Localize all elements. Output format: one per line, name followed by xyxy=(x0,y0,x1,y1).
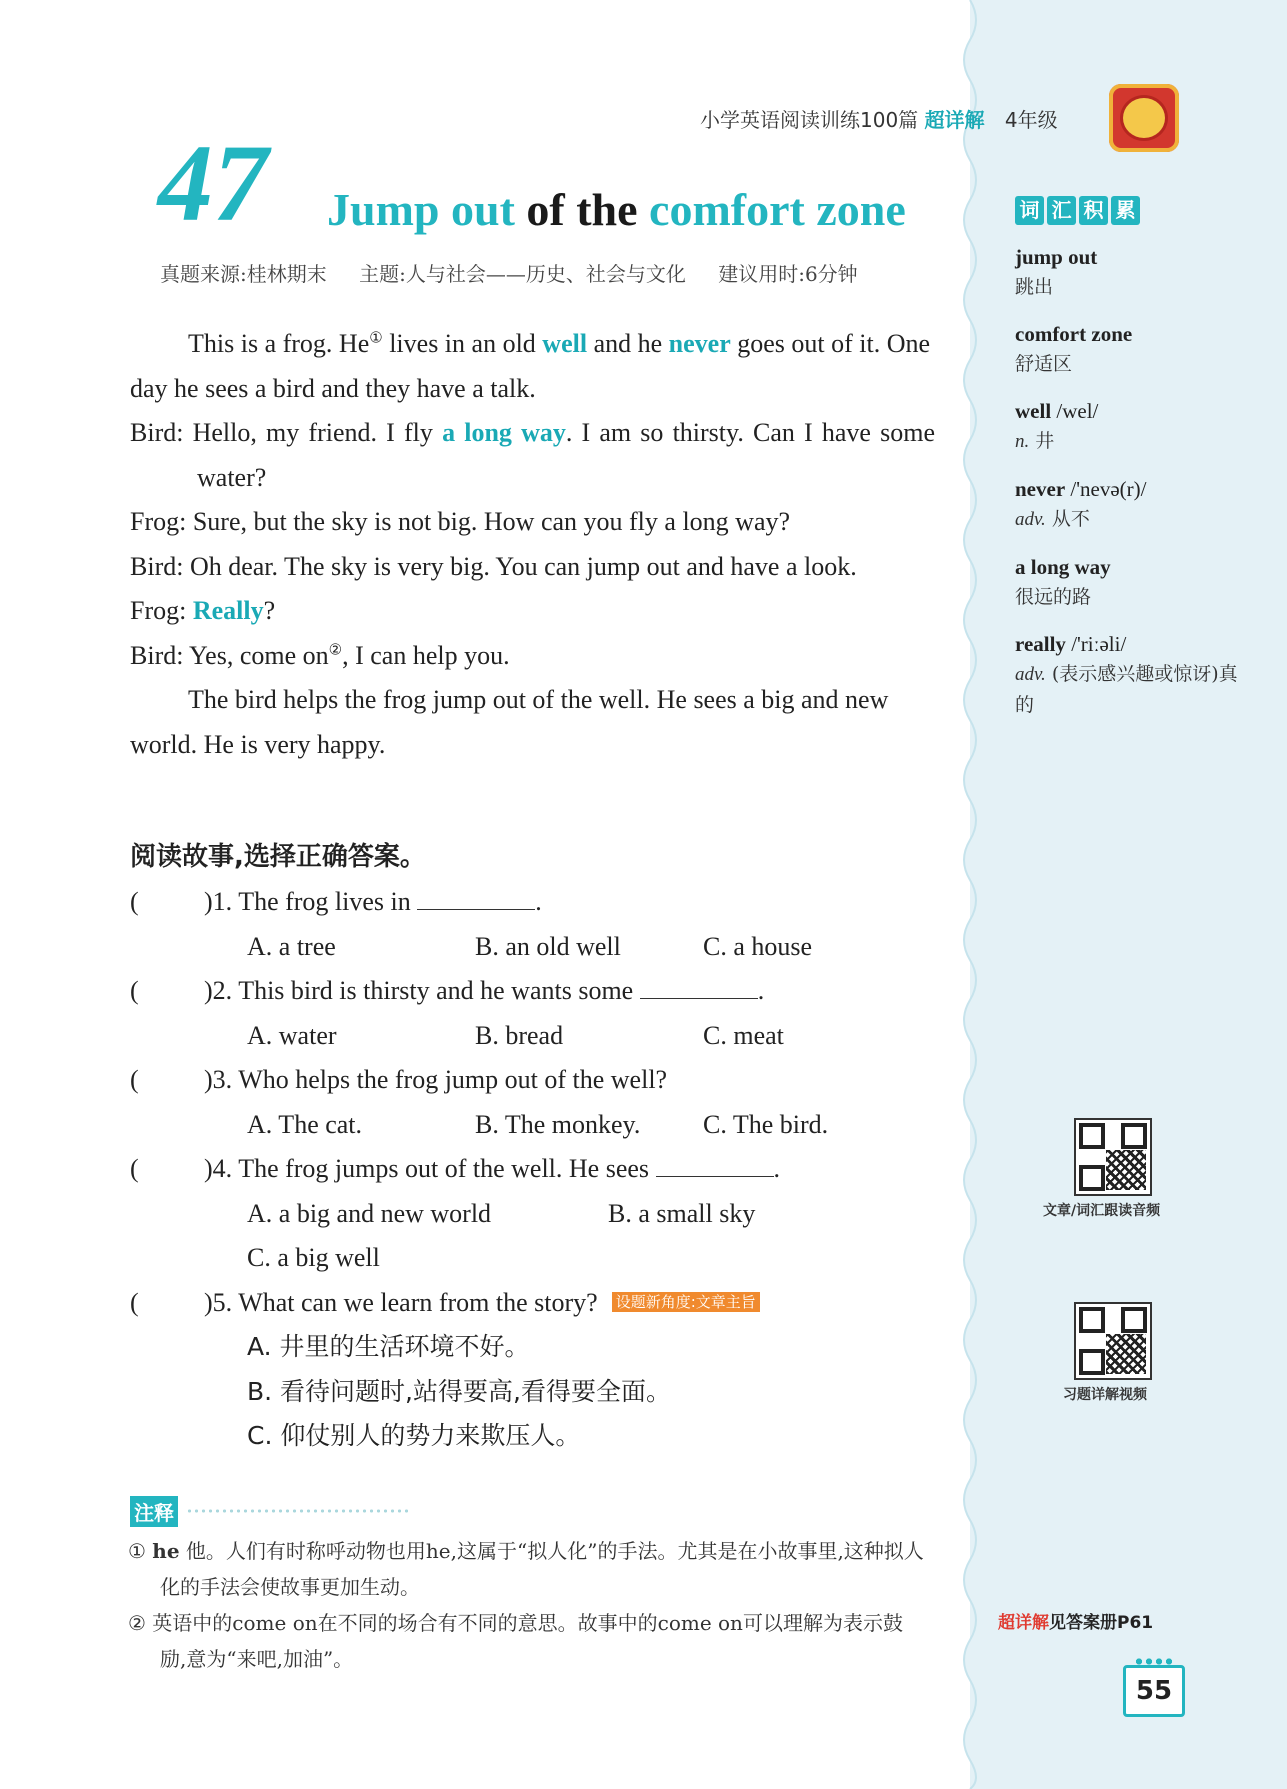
vocab-item: comfort zone 舒适区 xyxy=(1015,322,1133,375)
vocab-item: jump out 跳出 xyxy=(1015,245,1098,298)
vocab-item: never /'nevə(r)/ adv. 从不 xyxy=(1015,477,1147,530)
notes-heading: 注释 xyxy=(130,1496,178,1527)
question-2: ( )2. This bird is thirsty and he wants some . xyxy=(130,976,765,1005)
question-4-options: A. a big and new world B. a small sky xyxy=(247,1198,756,1228)
title-part-2: of the xyxy=(526,184,638,235)
lesson-theme: 主题:人与社会——历史、社会与文化 xyxy=(359,262,686,286)
vocab-item: a long way 很远的路 xyxy=(1015,555,1111,608)
question-1: ( )1. The frog lives in . xyxy=(130,887,542,916)
question-1-options: A. a tree B. an old well C. a house xyxy=(247,931,813,961)
notes-divider xyxy=(186,1508,412,1514)
page-number: 55 xyxy=(1123,1665,1185,1717)
question-5-option-a: A. 井里的生活环境不好。 xyxy=(247,1332,530,1361)
story-text xyxy=(130,322,935,767)
note-2: ② 英语中的come on在不同的场合有不同的意思。故事中的come on可以理解为表示鼓励,意为“来吧,加油”。 xyxy=(128,1611,903,1671)
question-4-options-2: C. a big well xyxy=(247,1243,380,1272)
title-part-1: Jump out xyxy=(327,184,515,235)
vocab-highlight-really: Really xyxy=(192,596,264,625)
lesson-time: 建议用时:6分钟 xyxy=(718,262,858,286)
lesson-title xyxy=(327,183,906,236)
question-5: ( )5. What can we learn from the story? 设题新角度:文章主旨 xyxy=(130,1281,950,1326)
story-paragraph-2: The bird helps the frog jump out of the well. He sees a big and new world. He is very happy. xyxy=(130,685,889,759)
dialogue-line-5: Bird: Yes, come on②, I can help you. xyxy=(130,640,510,670)
vocab-highlight-long-way: a long way xyxy=(442,418,566,447)
sidebar-wave-edge xyxy=(955,0,985,1789)
question-3-options: A. The cat. B. The monkey. C. The bird. xyxy=(247,1109,829,1139)
publisher-logo-icon xyxy=(1109,84,1179,152)
answer-reference: 超详解见答案册P61 xyxy=(998,1613,1154,1633)
book-title: 小学英语阅读训练100篇 xyxy=(700,108,919,132)
questions-heading: 阅读故事,选择正确答案。 xyxy=(130,842,426,872)
qr-code-audio-icon[interactable] xyxy=(1074,1118,1152,1196)
book-header xyxy=(700,104,1100,133)
story-paragraph-1: This is a frog. He① lives in an old well and he never goes out of it. One day he sees a bird and they have a talk. xyxy=(130,329,931,403)
question-5-option-b: B. 看待问题时,站得要高,看得要全面。 xyxy=(247,1376,671,1406)
lesson-meta xyxy=(160,258,884,287)
qr-video-label: 习题详解视频 xyxy=(1063,1387,1147,1403)
vocab-item: really /'riːəli/ adv. (表示感兴趣或惊讶)真的 xyxy=(1015,632,1238,716)
book-grade: 4年级 xyxy=(1004,108,1058,132)
vocab-highlight-well: well xyxy=(542,329,588,358)
answer-blank[interactable] xyxy=(640,976,758,999)
question-4: ( )4. The frog jumps out of the well. He sees . xyxy=(130,1154,781,1183)
vocab-list xyxy=(1015,242,1255,737)
lesson-source: 真题来源:桂林期末 xyxy=(160,262,327,286)
dialogue-line-4: Frog: Really? xyxy=(130,596,276,625)
qr-code-video-icon[interactable] xyxy=(1074,1302,1152,1380)
note-1: ① he 他。人们有时称呼动物也用he,这属于“拟人化”的手法。尤其是在小故事里,这种拟人化的手法会使故事更加生动。 xyxy=(128,1539,924,1599)
note-ref-1: ① xyxy=(369,330,383,347)
note-ref-2: ② xyxy=(328,641,343,658)
dialogue-line-3: Bird: Oh dear. The sky is very big. You can jump out and have a look. xyxy=(130,551,857,581)
question-tag-badge: 设题新角度:文章主旨 xyxy=(612,1292,760,1312)
dialogue-line-2: Frog: Sure, but the sky is not big. How can you fly a long way? xyxy=(130,507,791,536)
question-3: ( )3. Who helps the frog jump out of the well? xyxy=(130,1065,668,1094)
answer-blank[interactable] xyxy=(656,1154,774,1177)
vocab-item: well /wel/ n. 井 xyxy=(1015,399,1099,452)
qr-audio-label: 文章/词汇跟读音频 xyxy=(1043,1203,1161,1219)
dialogue-line-1: Bird: Hello, my friend. I fly a long way. I am so thirsty. Can I have some water? xyxy=(130,418,935,492)
vocab-heading: 词 汇 积 累 xyxy=(1015,196,1140,225)
answer-blank[interactable] xyxy=(417,887,535,910)
notes-section xyxy=(128,1533,928,1677)
lesson-number: 47 xyxy=(158,122,268,244)
book-series: 超详解 xyxy=(924,108,985,132)
vocab-highlight-never: never xyxy=(668,329,731,358)
title-part-3: comfort zone xyxy=(649,184,906,235)
question-5-option-c: C. 仰仗别人的势力来欺压人。 xyxy=(247,1421,581,1450)
question-2-options: A. water B. bread C. meat xyxy=(247,1020,784,1050)
questions-list xyxy=(130,880,950,1459)
